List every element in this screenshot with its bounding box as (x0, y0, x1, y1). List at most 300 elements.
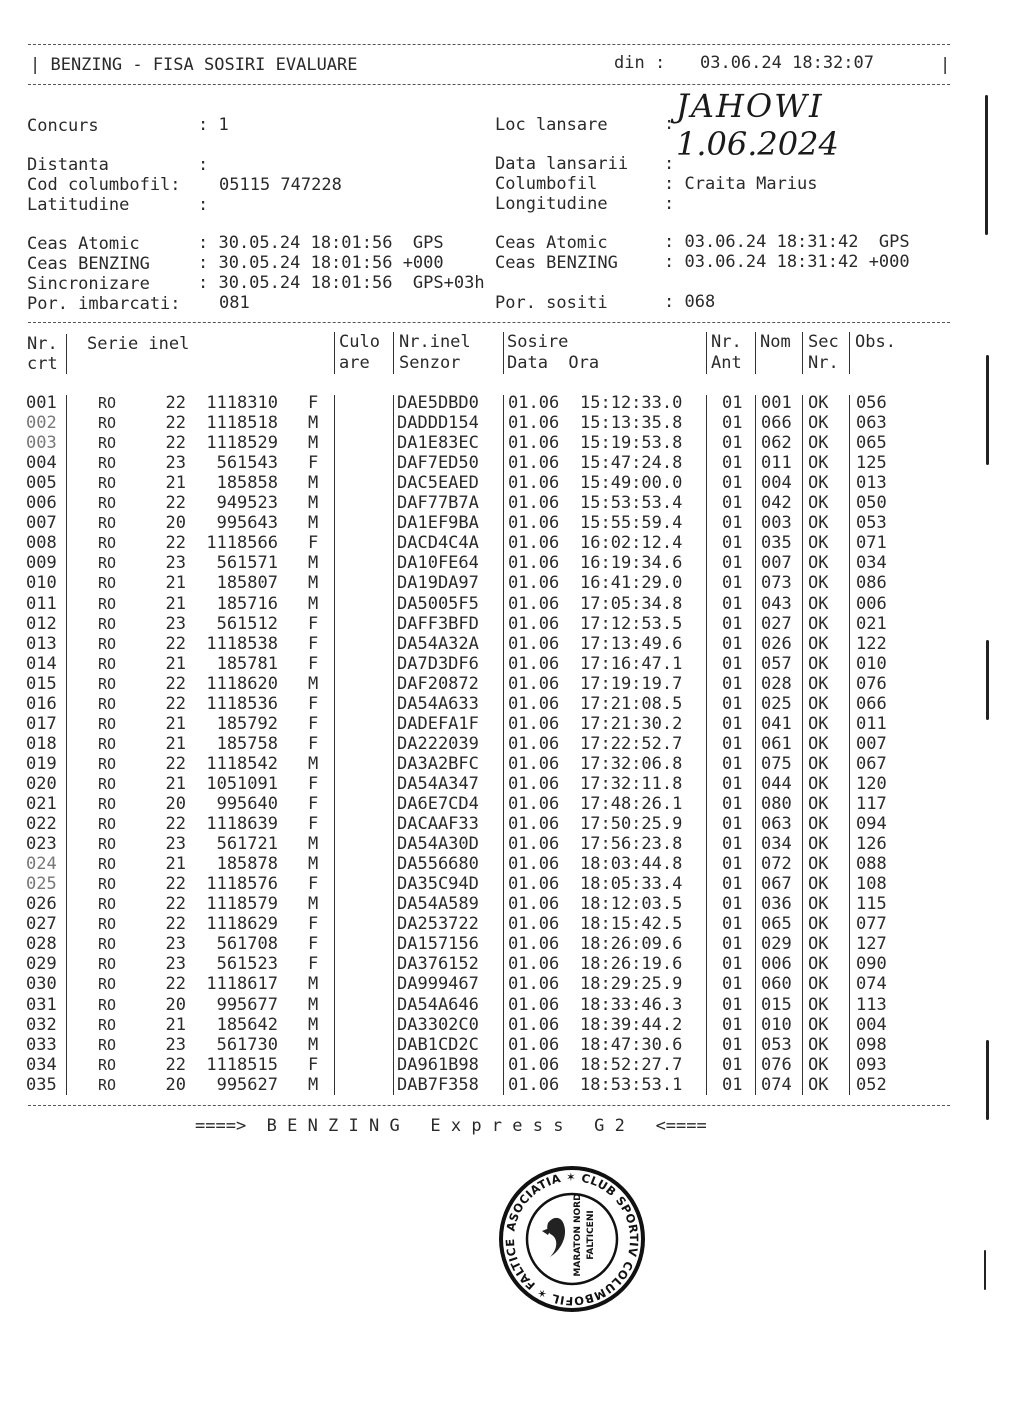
row-ring-number: 185878 (216, 854, 278, 875)
row-country: RO (98, 1035, 117, 1054)
row-arrival-time: 18:33:46.3 (580, 994, 683, 1015)
row-country: RO (98, 835, 117, 854)
row-year: 22 (165, 874, 186, 895)
table-row (0, 995, 1024, 1015)
row-country: RO (98, 795, 117, 813)
stamp-seal-icon (498, 1165, 646, 1313)
row-nom: 072 (761, 854, 792, 875)
row-nom: 042 (761, 493, 792, 514)
row-ring-number: 1051091 (206, 773, 278, 794)
row-arrival-time: 16:02:12.4 (580, 533, 683, 554)
arrivals-table (0, 393, 1024, 1103)
table-row (0, 453, 1024, 473)
row-nr: 026 (26, 894, 57, 915)
row-obs: 088 (856, 854, 887, 875)
row-sec: OK (808, 513, 829, 534)
column-separator (334, 395, 335, 1095)
row-nr: 006 (26, 493, 57, 514)
row-year: 21 (165, 1014, 186, 1035)
row-country: RO (98, 474, 117, 493)
row-arrival-time: 15:47:24.8 (580, 453, 683, 474)
row-sec: OK (808, 653, 829, 674)
table-row (0, 1075, 1024, 1095)
row-arrival-date: 01.06 (508, 393, 560, 413)
data-lansarii-handwritten: 1.06.2024 (676, 125, 839, 163)
row-nr: 023 (26, 834, 57, 855)
row-sec: OK (808, 1074, 829, 1095)
row-sex: F (308, 533, 319, 554)
date-label: din : (614, 53, 666, 73)
row-sec: OK (808, 673, 829, 694)
row-nr-ant: 01 (722, 814, 743, 835)
header-culoare-1: Culo (339, 332, 380, 352)
row-arrival-date: 01.06 (508, 493, 560, 514)
columbofil-label: Columbofil (495, 174, 598, 194)
row-obs: 093 (856, 1054, 887, 1075)
row-arrival-date: 01.06 (508, 914, 560, 935)
table-row (0, 634, 1024, 654)
data-lansarii-colon: : (664, 154, 675, 174)
loc-lansare-colon: : (664, 114, 675, 134)
row-ring-number: 561730 (216, 1034, 278, 1055)
row-nr: 021 (26, 794, 57, 814)
row-sensor: DA54A646 (397, 994, 479, 1015)
header-crt: crt (27, 354, 58, 374)
data-lansarii-label: Data lansarii (495, 154, 629, 174)
row-sensor: DACD4C4A (397, 533, 479, 554)
table-row (0, 553, 1024, 573)
row-arrival-time: 17:56:23.8 (580, 834, 683, 855)
row-arrival-date: 01.06 (508, 653, 560, 674)
row-year: 22 (165, 1054, 186, 1075)
concurs-label: Concurs (27, 116, 99, 136)
row-arrival-time: 15:53:53.4 (580, 493, 683, 514)
row-sec: OK (808, 854, 829, 875)
header-nom: Nom (760, 332, 791, 352)
row-sec: OK (808, 693, 829, 714)
scan-edge-mark (984, 1250, 986, 1290)
row-nom: 036 (761, 894, 792, 915)
row-nom: 043 (761, 593, 792, 614)
row-obs: 125 (856, 453, 887, 474)
row-ring-number: 561708 (216, 934, 278, 955)
row-arrival-date: 01.06 (508, 1074, 560, 1095)
table-row (0, 413, 1024, 433)
header-serie-inel: Serie inel (87, 334, 190, 354)
row-country: RO (98, 534, 117, 553)
row-nr-ant: 01 (722, 593, 743, 614)
table-row (0, 393, 1024, 413)
row-sec: OK (808, 593, 829, 614)
row-country: RO (98, 614, 117, 633)
row-year: 23 (165, 553, 186, 574)
row-year: 22 (165, 974, 186, 995)
row-nr: 017 (26, 713, 57, 734)
row-sex: M (308, 834, 319, 855)
row-sensor: DA376152 (397, 954, 479, 975)
row-sex: M (308, 1014, 319, 1035)
row-sensor: DA54A30D (397, 834, 479, 855)
header-separator (334, 332, 335, 374)
row-arrival-date: 01.06 (508, 693, 560, 714)
row-nom: 053 (761, 1034, 792, 1055)
row-ring-number: 561721 (216, 834, 278, 855)
row-country: RO (98, 915, 117, 934)
row-arrival-date: 01.06 (508, 513, 560, 534)
longitudine-value: : (664, 194, 675, 214)
row-sex: F (308, 814, 319, 835)
ceas-atomic-end-value: : 03.06.24 18:31:42 GPS (664, 232, 910, 252)
row-ring-number: 561523 (216, 954, 278, 975)
row-obs: 108 (856, 874, 887, 895)
table-row (0, 493, 1024, 513)
row-year: 21 (165, 854, 186, 875)
club-stamp (498, 1165, 646, 1313)
distanta-value: : (198, 155, 209, 175)
row-ring-number: 1118536 (206, 693, 278, 714)
row-ring-number: 995677 (216, 994, 278, 1015)
row-sec: OK (808, 773, 829, 794)
row-country: RO (98, 574, 117, 593)
row-sex: F (308, 653, 319, 674)
row-year: 23 (165, 834, 186, 855)
row-year: 23 (165, 934, 186, 955)
ceas-benzing-start-label: Ceas BENZING (27, 254, 150, 274)
row-sex: F (308, 613, 319, 634)
row-nr-ant: 01 (722, 633, 743, 654)
row-nr-ant: 01 (722, 834, 743, 855)
row-sensor: DA157156 (397, 934, 479, 955)
table-row (0, 934, 1024, 954)
table-row (0, 854, 1024, 874)
header-nr: Nr. (27, 334, 58, 354)
row-nr-ant: 01 (722, 673, 743, 694)
column-separator (393, 395, 394, 1095)
row-sex: M (308, 854, 319, 875)
sincronizare-value: : 30.05.24 18:01:56 GPS+03h (198, 273, 485, 293)
row-nr-ant: 01 (722, 713, 743, 734)
row-nom: 062 (761, 433, 792, 454)
row-nr-ant: 01 (722, 653, 743, 674)
row-sec: OK (808, 1054, 829, 1075)
row-year: 21 (165, 473, 186, 494)
row-sensor: DA222039 (397, 733, 479, 754)
row-nom: 003 (761, 513, 792, 534)
row-year: 22 (165, 814, 186, 835)
row-country: RO (98, 875, 117, 894)
row-arrival-time: 18:15:42.5 (580, 914, 683, 935)
svg-text:FALTICENI: FALTICENI (586, 1210, 596, 1260)
header-sec-2: Nr. (808, 353, 839, 373)
row-sex: M (308, 974, 319, 995)
row-sex: F (308, 713, 319, 734)
row-nom: 035 (761, 533, 792, 554)
row-nr: 011 (26, 593, 57, 614)
row-nr-ant: 01 (722, 1034, 743, 1055)
row-arrival-date: 01.06 (508, 633, 560, 654)
row-arrival-time: 18:53:53.1 (580, 1074, 683, 1095)
row-sensor: DA10FE64 (397, 553, 479, 574)
row-nr-ant: 01 (722, 994, 743, 1015)
row-obs: 071 (856, 533, 887, 554)
row-obs: 115 (856, 894, 887, 915)
row-ring-number: 185716 (216, 593, 278, 614)
row-obs: 122 (856, 633, 887, 654)
row-country: RO (98, 694, 117, 713)
row-arrival-date: 01.06 (508, 593, 560, 614)
row-obs: 074 (856, 974, 887, 995)
row-nom: 028 (761, 673, 792, 694)
row-nr-ant: 01 (722, 1074, 743, 1095)
sositi-value: : 068 (664, 292, 716, 312)
row-ring-number: 1118620 (206, 673, 278, 694)
row-nom: 027 (761, 613, 792, 634)
row-sec: OK (808, 533, 829, 554)
header-separator (755, 332, 756, 374)
row-ring-number: 561512 (216, 613, 278, 634)
row-country: RO (98, 394, 117, 412)
row-nr-ant: 01 (722, 533, 743, 554)
row-country: RO (98, 434, 117, 453)
table-row (0, 573, 1024, 593)
columbofil-value: : Craita Marius (664, 174, 818, 194)
row-sec: OK (808, 1034, 829, 1055)
row-ring-number: 1118515 (206, 1054, 278, 1075)
row-year: 21 (165, 733, 186, 754)
row-nr: 029 (26, 954, 57, 975)
row-sex: F (308, 934, 319, 955)
row-sensor: DA253722 (397, 914, 479, 935)
row-nom: 004 (761, 473, 792, 494)
row-ring-number: 1118579 (206, 894, 278, 915)
row-obs: 004 (856, 1014, 887, 1035)
table-row (0, 894, 1024, 914)
row-sex: F (308, 1054, 319, 1075)
row-year: 22 (165, 753, 186, 774)
row-sex: M (308, 673, 319, 694)
row-year: 22 (165, 914, 186, 935)
table-top-rule (28, 322, 950, 323)
table-row (0, 433, 1024, 453)
row-sec: OK (808, 974, 829, 995)
cod-columbofil-value: 05115 747228 (219, 175, 342, 195)
header-separator (503, 332, 504, 374)
row-arrival-time: 15:19:53.8 (580, 433, 683, 454)
scan-edge-mark (986, 640, 989, 720)
row-arrival-time: 17:21:08.5 (580, 693, 683, 714)
row-ring-number: 1118639 (206, 814, 278, 835)
table-row (0, 754, 1024, 774)
row-sex: M (308, 593, 319, 614)
row-nr: 010 (26, 573, 57, 594)
row-nr: 027 (26, 914, 57, 935)
row-nr: 020 (26, 773, 57, 794)
row-nr: 005 (26, 473, 57, 494)
row-arrival-time: 17:19:19.7 (580, 673, 683, 694)
row-year: 22 (165, 533, 186, 554)
row-arrival-time: 15:49:00.0 (580, 473, 683, 494)
row-arrival-time: 17:13:49.6 (580, 633, 683, 654)
concurs-value: : 1 (198, 115, 229, 135)
row-ring-number: 1118617 (206, 974, 278, 995)
row-arrival-time: 15:13:35.8 (580, 413, 683, 434)
row-sensor: DA54A589 (397, 894, 479, 915)
row-ring-number: 1118310 (206, 393, 278, 413)
distanta-label: Distanta (27, 155, 109, 175)
row-nr-ant: 01 (722, 613, 743, 634)
row-arrival-date: 01.06 (508, 773, 560, 794)
svg-text:ASOCIATIA ✶ CLUB SPORTIV COLUM: ASOCIATIA ✶ CLUB SPORTIV COLUMBOFIL ✶ FALTICE (502, 1169, 642, 1309)
row-year: 22 (165, 493, 186, 514)
row-obs: 098 (856, 1034, 887, 1055)
row-country: RO (98, 1075, 117, 1094)
row-sensor: DACAAF33 (397, 814, 479, 835)
table-bottom-rule (28, 1105, 950, 1106)
row-obs: 065 (856, 433, 887, 454)
table-row (0, 954, 1024, 974)
row-nr-ant: 01 (722, 513, 743, 534)
longitudine-label: Longitudine (495, 194, 608, 214)
row-year: 22 (165, 393, 186, 413)
scan-edge-mark (985, 95, 988, 235)
row-country: RO (98, 895, 117, 914)
row-sex: F (308, 693, 319, 714)
row-arrival-time: 18:39:44.2 (580, 1014, 683, 1035)
row-arrival-date: 01.06 (508, 974, 560, 995)
row-arrival-time: 17:21:30.2 (580, 713, 683, 734)
row-nr-ant: 01 (722, 934, 743, 955)
header-data-ora: Data Ora (507, 353, 600, 373)
row-arrival-date: 01.06 (508, 553, 560, 574)
row-nom: 044 (761, 773, 792, 794)
row-sec: OK (808, 713, 829, 734)
column-separator (706, 395, 707, 1095)
column-separator (849, 395, 850, 1095)
row-sensor: DADDD154 (397, 413, 479, 434)
row-nr-ant: 01 (722, 773, 743, 794)
row-nom: 076 (761, 1054, 792, 1075)
table-row (0, 774, 1024, 794)
row-nr: 004 (26, 453, 57, 474)
row-sensor: DA3302C0 (397, 1014, 479, 1035)
svg-text:MARATON NORD: MARATON NORD (573, 1193, 583, 1277)
row-obs: 050 (856, 493, 887, 514)
row-sec: OK (808, 613, 829, 634)
row-arrival-date: 01.06 (508, 453, 560, 474)
row-sensor: DA1EF9BA (397, 513, 479, 534)
row-sec: OK (808, 834, 829, 855)
row-nr: 014 (26, 653, 57, 674)
row-sensor: DAC5EAED (397, 473, 479, 494)
row-nr: 028 (26, 934, 57, 955)
row-nr: 032 (26, 1014, 57, 1035)
row-nr-ant: 01 (722, 914, 743, 935)
row-arrival-date: 01.06 (508, 1034, 560, 1055)
row-sec: OK (808, 393, 829, 413)
row-country: RO (98, 634, 117, 653)
row-country: RO (98, 815, 117, 834)
row-year: 22 (165, 633, 186, 654)
row-obs: 076 (856, 673, 887, 694)
row-ring-number: 1118529 (206, 433, 278, 454)
row-country: RO (98, 514, 117, 533)
row-arrival-date: 01.06 (508, 894, 560, 915)
row-nom: 074 (761, 1074, 792, 1095)
table-row (0, 874, 1024, 894)
table-row (0, 513, 1024, 533)
row-nom: 075 (761, 753, 792, 774)
ceas-benzing-start-value: : 30.05.24 18:01:56 +000 (198, 253, 444, 273)
row-sensor: DA54A347 (397, 773, 479, 794)
row-year: 20 (165, 794, 186, 814)
row-nr: 013 (26, 633, 57, 654)
row-nom: 001 (761, 393, 792, 413)
row-arrival-date: 01.06 (508, 1054, 560, 1075)
row-ring-number: 995643 (216, 513, 278, 534)
table-row (0, 974, 1024, 994)
row-sec: OK (808, 573, 829, 594)
row-sex: F (308, 733, 319, 754)
table-row (0, 1035, 1024, 1055)
row-ring-number: 185781 (216, 653, 278, 674)
row-sex: M (308, 753, 319, 774)
row-sex: F (308, 914, 319, 935)
row-obs: 010 (856, 653, 887, 674)
row-obs: 052 (856, 1074, 887, 1095)
row-arrival-date: 01.06 (508, 473, 560, 494)
ceas-benzing-end-label: Ceas BENZING (495, 253, 618, 273)
title-bottom-rule (28, 84, 950, 85)
row-sensor: DA7D3DF6 (397, 653, 479, 674)
row-nr-ant: 01 (722, 894, 743, 915)
row-sec: OK (808, 433, 829, 454)
row-sensor: DAF77B7A (397, 493, 479, 514)
row-country: RO (98, 734, 117, 753)
row-arrival-time: 17:32:06.8 (580, 753, 683, 774)
row-year: 23 (165, 453, 186, 474)
row-sensor: DAE5DBD0 (397, 393, 479, 413)
row-nr-ant: 01 (722, 573, 743, 594)
row-ring-number: 185642 (216, 1014, 278, 1035)
row-year: 22 (165, 413, 186, 434)
row-sensor: DAF7ED50 (397, 453, 479, 474)
row-nr: 024 (26, 854, 57, 875)
row-ring-number: 1118566 (206, 533, 278, 554)
header-nr-ant-2: Ant (711, 353, 742, 373)
row-sec: OK (808, 753, 829, 774)
row-nr: 016 (26, 693, 57, 714)
header-separator (849, 332, 850, 374)
row-country: RO (98, 774, 117, 793)
row-arrival-date: 01.06 (508, 573, 560, 594)
row-nr: 034 (26, 1054, 57, 1075)
ceas-atomic-end-label: Ceas Atomic (495, 233, 608, 253)
report-datetime: 03.06.24 18:32:07 (700, 53, 874, 73)
row-sec: OK (808, 814, 829, 835)
row-sex: M (308, 1074, 319, 1095)
row-nom: 025 (761, 693, 792, 714)
row-ring-number: 995627 (216, 1074, 278, 1095)
row-nom: 057 (761, 653, 792, 674)
row-nr-ant: 01 (722, 974, 743, 995)
row-country: RO (98, 594, 117, 613)
table-row (0, 654, 1024, 674)
row-sec: OK (808, 493, 829, 514)
row-nom: 080 (761, 794, 792, 814)
row-sex: M (308, 513, 319, 534)
row-arrival-time: 18:29:25.9 (580, 974, 683, 995)
row-arrival-time: 18:26:09.6 (580, 934, 683, 955)
